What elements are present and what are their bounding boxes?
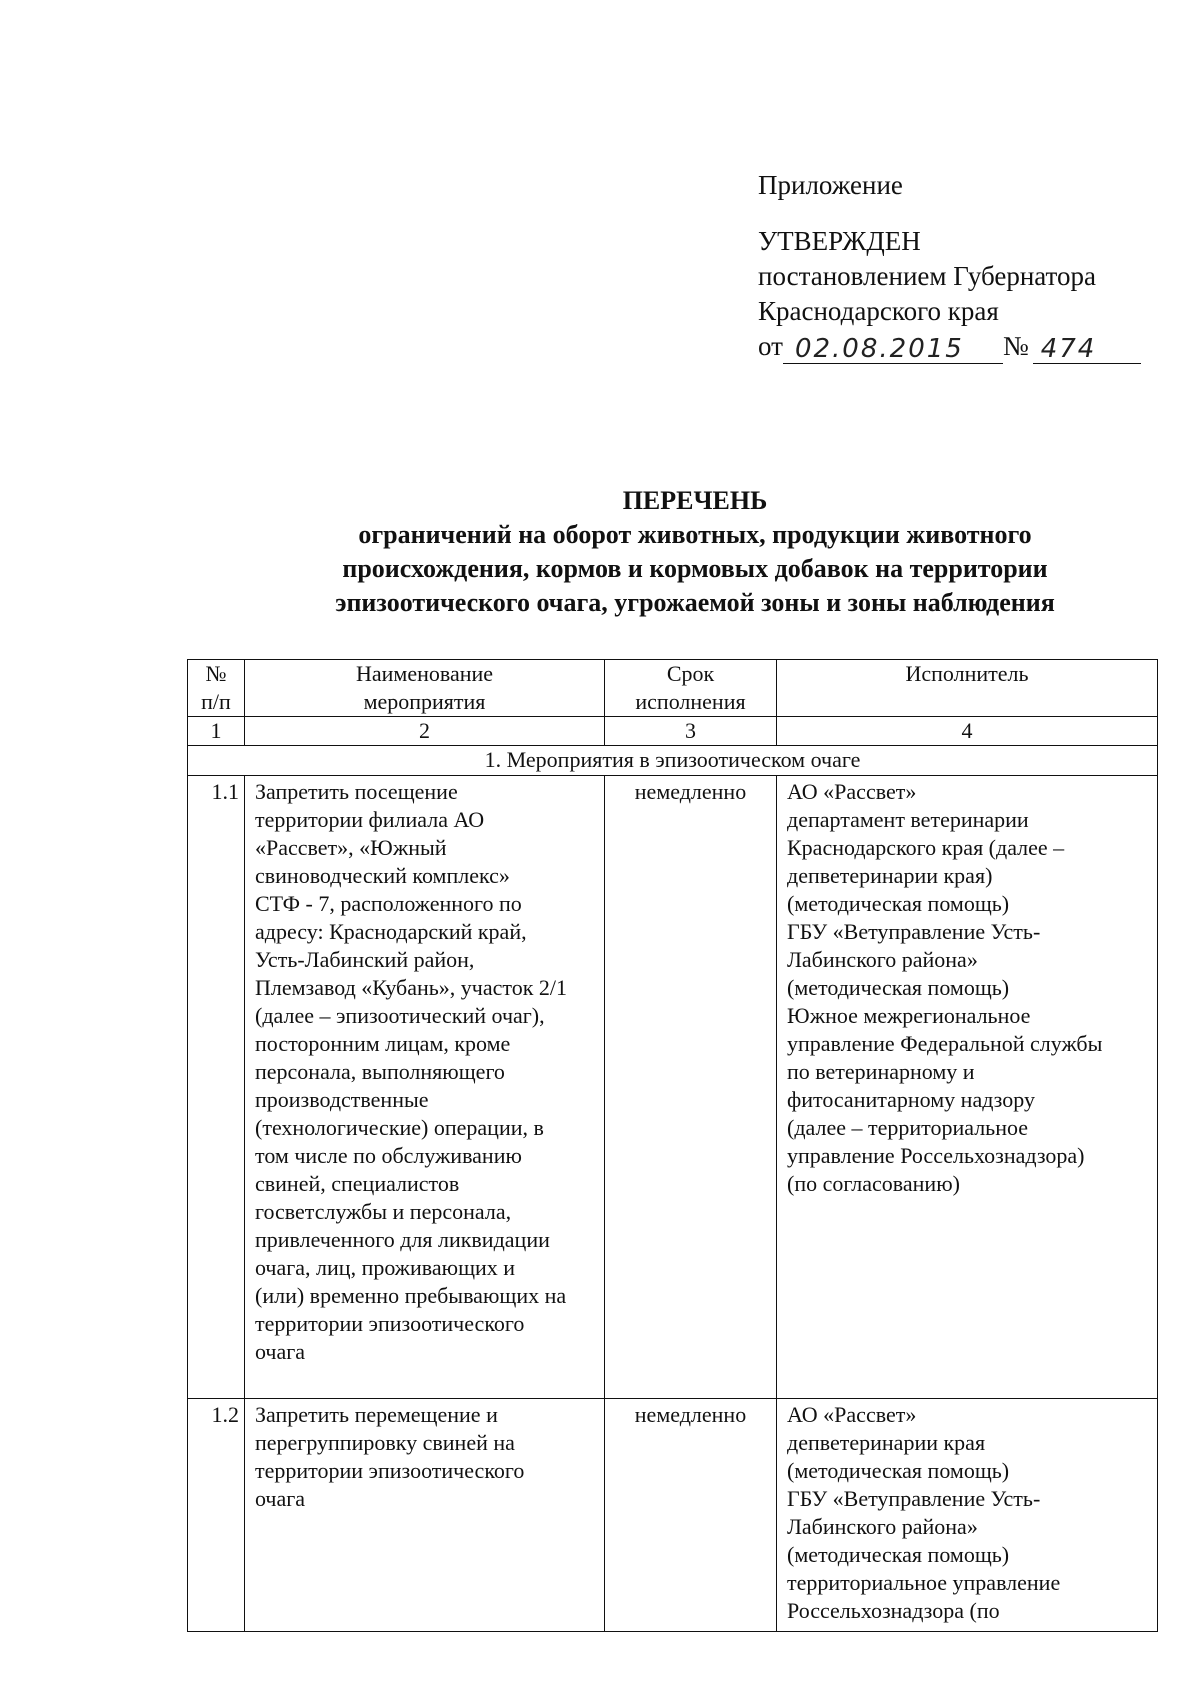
approved-stamp-text: УТВЕРЖДЕН [758,226,921,256]
header-number: № п/п [188,660,245,717]
title-line-3: эпизоотического очага, угрожаемой зоны и зоны наблюдения [335,588,1055,617]
row-executor: АО «Рассвет» департамент ветеринарии Краснодарского края (далее – депветеринарии края) (методическая помощь) ГБУ «Ветуправление Усть- Лабинского района» (методическая помощь) Южное межрегиональное управление Федеральной службы по ветеринарному и фитосанитарному надзору (далее – территориальное управление Россельхознадзора) (по согласованию) [777,776,1158,1399]
row-deadline: немедленно [605,1399,777,1632]
column-number: 2 [245,717,605,746]
appendix-label: Приложение [758,170,903,200]
approval-block [758,224,1141,364]
header-measure: Наименование мероприятия [245,660,605,717]
number-handwritten: 474 [1040,334,1097,364]
column-number: 3 [605,717,777,746]
header-executor: Исполнитель [777,660,1158,717]
column-number: 1 [188,717,245,746]
header-deadline: Срок исполнения [605,660,777,717]
number-prefix: № [1002,331,1029,361]
table-row [188,1399,1158,1632]
title-line-2: происхождения, кормов и кормовых добавок на территории [342,554,1048,583]
title-heading: ПЕРЕЧЕНЬ [622,486,768,515]
document-title [0,484,1200,620]
column-number-row [188,717,1158,746]
row-number: 1.2 [188,1399,245,1632]
date-blank [783,331,1003,364]
row-measure: Запретить посещение территории филиала АО «Рассвет», «Южный свиноводческий комплекс» СТФ - 7, расположенного по адресу: Краснодарский край, Усть-Лабинский район, Племзавод «Кубань», участок 2/1 (далее – эпизоотический очаг), посторонним лицам, кроме персонала, выполняющего производственные (технологические) операции, в том числе по обслуживанию свиней, специалистов госветслужбы и персонала, привлеченного для ликвидации очага, лиц, проживающих и (или) временно пребывающих на территории эпизоотического очага [245,776,605,1399]
column-number: 4 [777,717,1158,746]
title-line-1: ограничений на оборот животных, продукции животного [358,520,1032,549]
date-number-line [758,329,1141,364]
table-header-row [188,660,1158,717]
row-number: 1.1 [188,776,245,1399]
approved-by-line-2: Краснодарского края [758,296,999,326]
date-handwritten: 02.08.2015 [794,334,964,364]
number-blank [1033,331,1141,364]
table-row [188,776,1158,1399]
section-row [188,746,1158,776]
section-title: 1. Мероприятия в эпизоотическом очаге [188,746,1158,776]
row-measure: Запретить перемещение и перегруппировку свиней на территории эпизоотического очага [245,1399,605,1632]
row-executor: АО «Рассвет» депветеринарии края (методическая помощь) ГБУ «Ветуправление Усть- Лабинского района» (методическая помощь) территориальное управление Россельхознадзора (по [777,1399,1158,1632]
measures-table [187,659,1158,1632]
date-prefix: от [758,331,783,361]
row-deadline: немедленно [605,776,777,1399]
approved-by-line-1: постановлением Губернатора [758,261,1096,291]
